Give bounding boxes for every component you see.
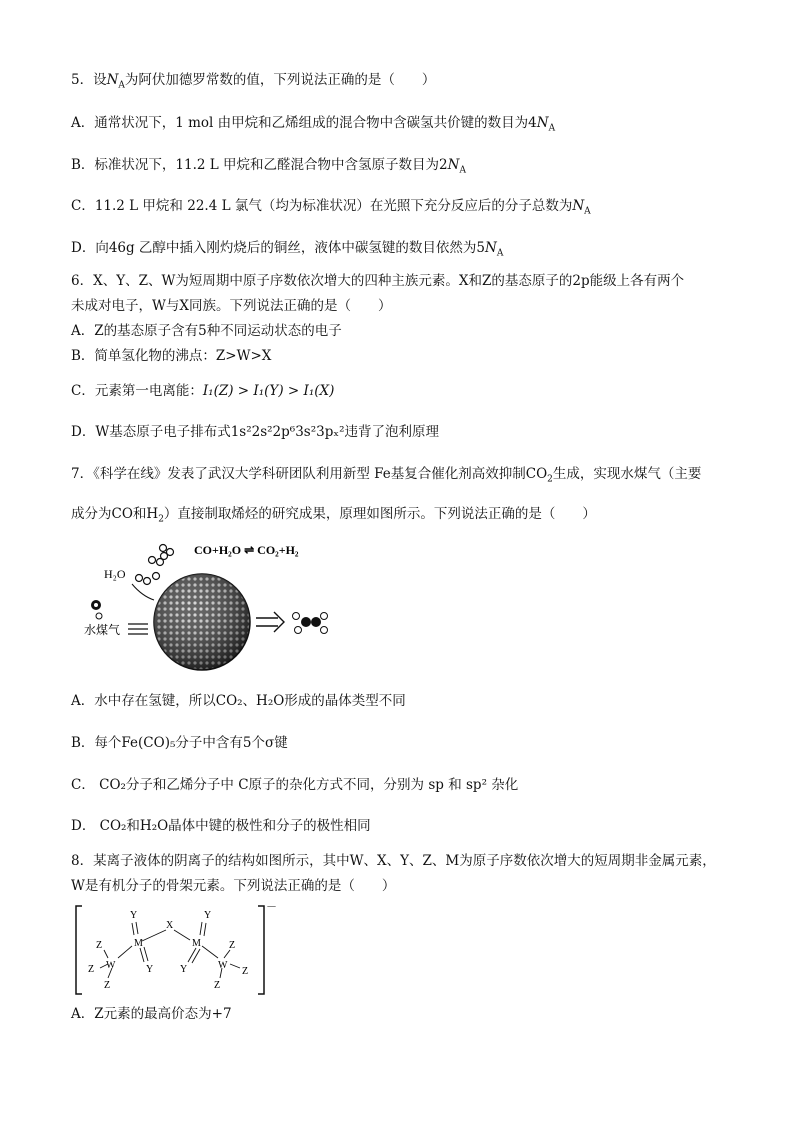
- q7-option-c: C． CO₂分子和乙烯分子中 C原子的杂化方式不同，分别为 sp 和 sp² 杂化: [71, 777, 519, 793]
- product-molecule-icon: [293, 613, 328, 634]
- atom-label: Y: [180, 964, 188, 975]
- atom-label: Z: [229, 940, 236, 951]
- iron-carbonyl-formula: Fe(CO)₅: [121, 735, 176, 751]
- atom-label: M: [192, 938, 201, 949]
- electron-config: 1s²2s²2p⁶3s²3pₓ²: [230, 424, 345, 440]
- q6-option-a: A．Z的基态原子含有5种不同运动状态的电子: [71, 323, 342, 339]
- reaction-equation: CO+H₂O ⇌ CO₂+H₂: [194, 543, 299, 557]
- output-arrow-icon: [256, 612, 284, 632]
- q6-option-d: D．W基态原子电子排布式1s²2s²2p⁶3s²3pₓ²违背了泡利原理: [71, 424, 439, 440]
- q7-stem-line2: 成分为CO和$H_2$）直接制取烯烃的研究成果，原理如图所示。下列说法正确的是（ ）: [71, 506, 596, 525]
- h2o-label: H₂O: [104, 567, 126, 581]
- anion-structure-figure: [74, 901, 277, 998]
- molecule-icon: [136, 545, 174, 585]
- q5-option-c: C．11.2 L 甲烷和 22.4 L 氯气（均为标准状况）在光照下充分反应后的分子总数为$N_A$: [71, 198, 591, 217]
- q5-option-b: B．标准状况下，11.2 L 甲烷和乙醛混合物中含氢原子数目为$2N_A$: [71, 157, 466, 176]
- q6-option-b: B．简单氢化物的沸点：Z>W>X: [71, 348, 272, 364]
- atom-label: Y: [204, 910, 212, 921]
- atom-label: Z: [88, 964, 95, 975]
- atom-label: Y: [130, 910, 138, 921]
- atom-labels: [88, 910, 248, 991]
- catalyst-figure: [84, 540, 344, 670]
- q7-option-b: B．每个Fe(CO)₅分子中含有5个σ键: [71, 735, 288, 751]
- q5-option-a: A．通常状况下，1 mol 由甲烷和乙烯组成的混合物中含碳氢共价键的数目为$4N_A$: [71, 115, 556, 134]
- atom-label: X: [166, 920, 174, 931]
- atom-label: Z: [214, 980, 221, 991]
- atom-label: Y: [146, 964, 154, 975]
- water-gas-molecule-icon: [91, 600, 102, 619]
- atom-label: Z: [96, 940, 103, 951]
- ionization-formula: I₁(Z) > I₁(Y) > I₁(X): [202, 383, 335, 399]
- q6-option-c: C．元素第一电离能：I₁(Z) > I₁(Y) > I₁(X): [71, 383, 335, 399]
- q5-option-d: D．向46g 乙醇中插入刚灼烧后的铜丝，液体中碳氢键的数目依然为$5N_A$: [71, 240, 504, 259]
- q8-stem-line2: W是有机分子的骨架元素。下列说法正确的是（ ）: [71, 878, 396, 894]
- charge-label: －: [266, 901, 277, 913]
- q7-stem-line1: 7．《科学在线》发表了武汉大学科研团队利用新型 Fe基复合催化剂高效抑制$CO_2$生成，实现水煤气（主要: [71, 466, 702, 485]
- atom-label: W: [106, 960, 116, 971]
- q6-stem-line2: 未成对电子，W与X同族。下列说法正确的是（ ）: [71, 298, 392, 314]
- q8-stem-line1: 8．某离子液体的阴离子的结构如图所示，其中W、X、Y、Z、M为原子序数依次增大的短周期非金属元素，: [71, 853, 716, 869]
- q7-option-a: A．水中存在氢键，所以CO₂、H₂O形成的晶体类型不同: [71, 693, 406, 709]
- atom-label: M: [134, 938, 143, 949]
- atom-label: Z: [104, 980, 111, 991]
- q7-option-d: D． CO₂和H₂O晶体中键的极性和分子的极性相同: [71, 818, 371, 834]
- q6-stem-line1: 6．X、Y、Z、W为短周期中原子序数依次增大的四种主族元素。X和Z的基态原子的2p能级上各有两个: [71, 273, 685, 289]
- q5-stem: 5．设$N_A$为阿伏加德罗常数的值，下列说法正确的是（ ）: [71, 72, 436, 91]
- q8-option-a: A．Z元素的最高价态为+7: [71, 1006, 232, 1022]
- atom-label: W: [218, 960, 228, 971]
- water-gas-label: 水煤气: [84, 623, 121, 637]
- atom-label: Z: [242, 966, 249, 977]
